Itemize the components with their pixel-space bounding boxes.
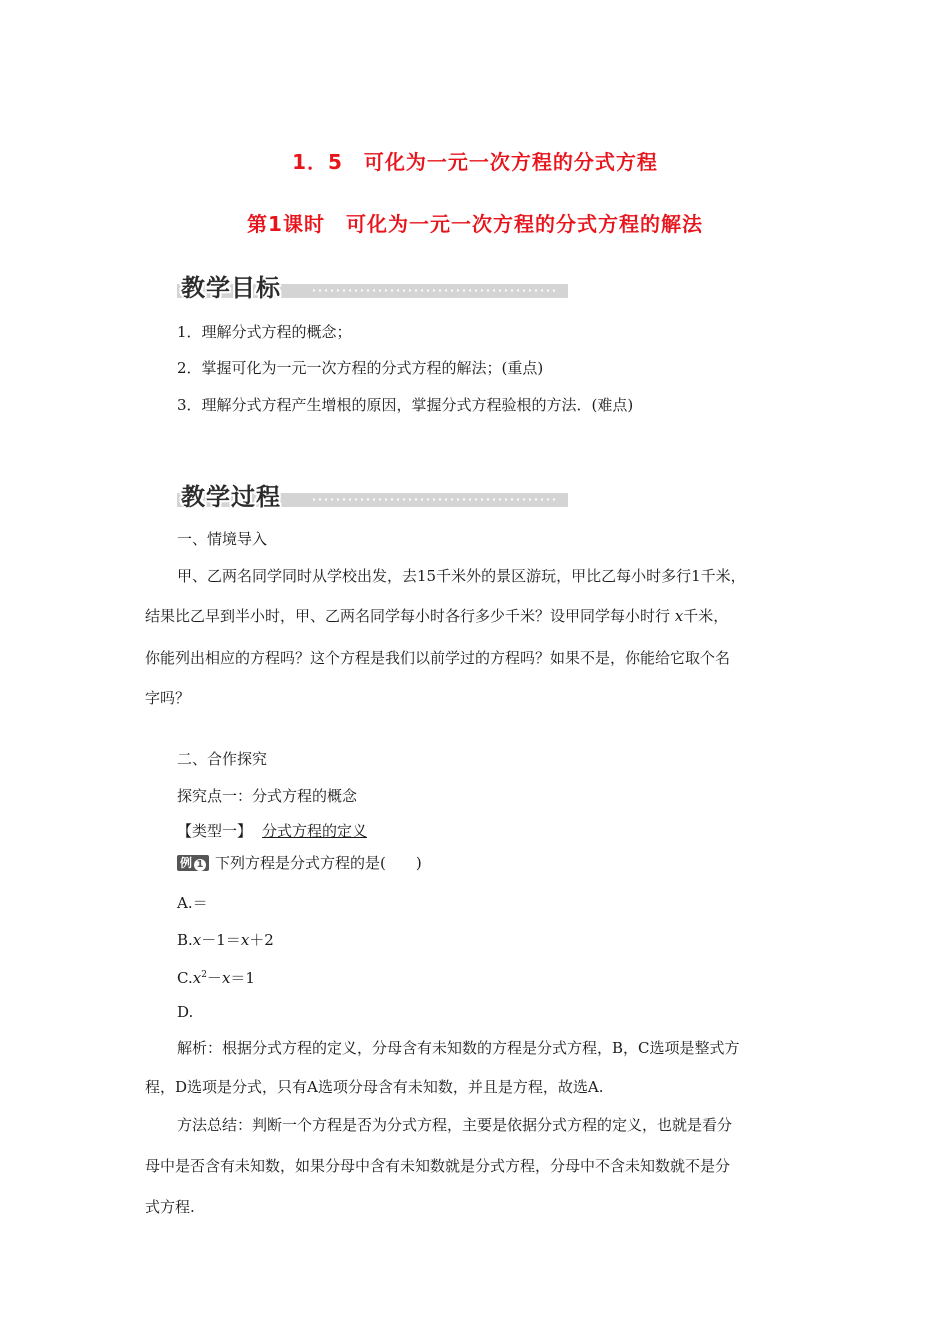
- section-header-goals: [177, 268, 568, 302]
- goal-item-3: 3．理解分式方程产生增根的原因，掌握分式方程验根的方法．(难点): [177, 396, 634, 414]
- analysis-line-1: 解析：根据分式方程的定义，分母含有未知数的方程是分式方程，B，C选项是整式方: [177, 1039, 740, 1057]
- intro-paragraph-line-3: 你能列出相应的方程吗？这个方程是我们以前学过的方程吗？如果不是，你能给它取个名: [145, 649, 731, 667]
- intro-paragraph-line-4: 字吗？: [145, 689, 191, 707]
- intro-paragraph-line-1: 甲、乙两名同学同时从学校出发，去15千米外的景区游玩，甲比乙每小时多行1千米，: [177, 567, 746, 585]
- explore-heading: 二、合作探究: [177, 750, 268, 768]
- option-a: A.＝: [177, 894, 208, 912]
- goal-item-1: 1．理解分式方程的概念；: [177, 323, 352, 341]
- intro-paragraph-line-2: [145, 606, 728, 626]
- section-label-goals: 教学目标: [181, 274, 281, 302]
- explore-point-1: 探究点一：分式方程的概念: [177, 787, 358, 805]
- analysis-line-2: 程，D选项是分式，只有A选项分母含有未知数，并且是方程，故选A.: [145, 1078, 604, 1096]
- type-title: 分式方程的定义: [262, 822, 368, 840]
- lesson-title: 1．5 可化为一元一次方程的分式方程: [292, 150, 658, 174]
- intro-text: 结果比乙早到半小时，甲、乙两名同学每小时各行多少千米？设甲同学每小时行: [145, 607, 675, 625]
- option-d: D.: [177, 1003, 194, 1021]
- type-tag: 【类型一】: [177, 822, 253, 840]
- type-heading: [177, 821, 367, 841]
- method-line-1: 方法总结：判断一个方程是否为分式方程，主要是依据分式方程的定义，也就是看分: [177, 1116, 733, 1134]
- section-header-process: [177, 477, 568, 511]
- lesson-subtitle: 第1课时 可化为一元一次方程的分式方程的解法: [247, 212, 703, 236]
- method-line-3: 式方程.: [145, 1198, 195, 1216]
- dotted-line: [311, 289, 556, 292]
- option-b: B.x－1＝x＋2: [177, 931, 274, 949]
- method-line-2: 母中是否含有未知数，如果分母中含有未知数就是分式方程，分母中不含未知数就不是分: [145, 1157, 731, 1175]
- example-question: [177, 853, 422, 873]
- variable-x: x: [674, 607, 684, 625]
- example-text: 下列方程是分式方程的是( ): [215, 854, 422, 872]
- dotted-line: [311, 498, 556, 501]
- section-label-process: 教学过程: [181, 483, 281, 511]
- intro-text: 千米，: [683, 607, 729, 625]
- option-c: $C.x^2-x=1$: [177, 969, 255, 987]
- example-number: 1: [194, 859, 206, 871]
- goal-item-2: 2．掌握可化为一元一次方程的分式方程的解法；(重点): [177, 359, 544, 377]
- intro-heading: 一、情境导入: [177, 530, 268, 548]
- example-badge: 例 1: [177, 855, 209, 871]
